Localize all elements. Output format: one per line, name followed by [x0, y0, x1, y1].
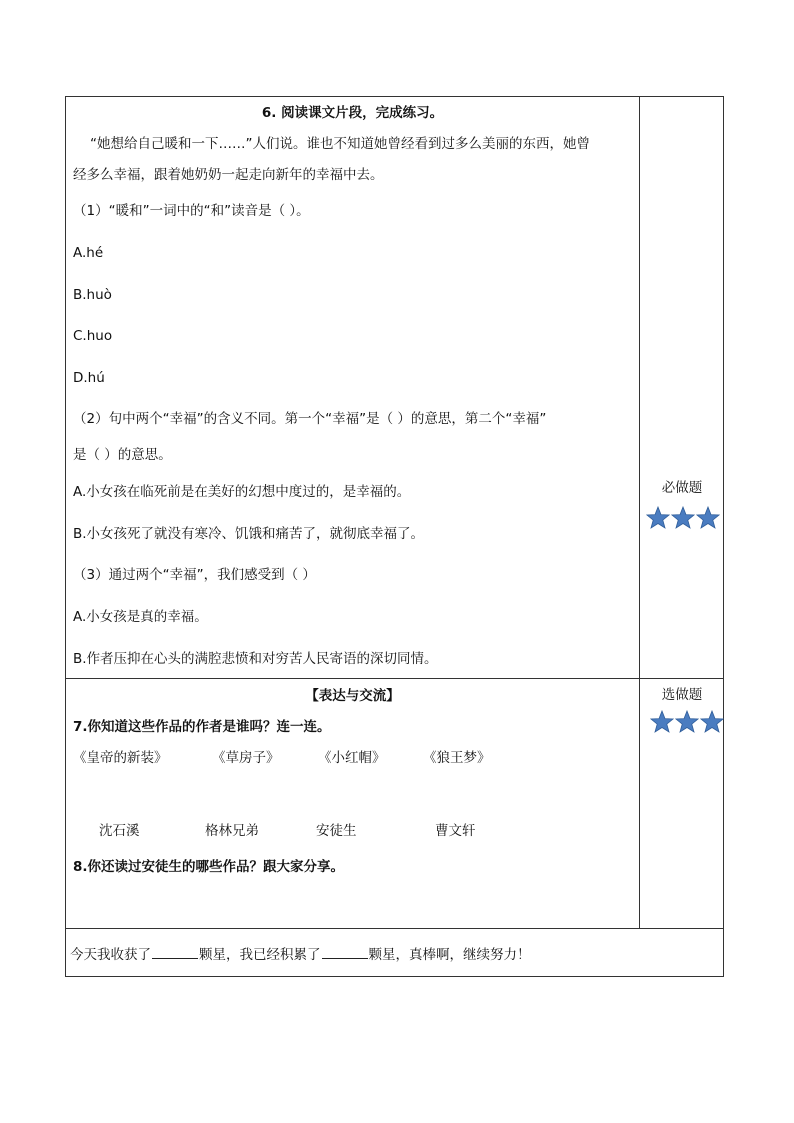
column-divider: [639, 96, 640, 929]
row-divider-2: [65, 928, 724, 929]
earned-stars-blank[interactable]: [152, 944, 198, 959]
passage-line-1: “她想给自己暖和一下……”人们说。谁也不知道她曾经看到过多么美丽的东西，她曾: [90, 136, 590, 152]
required-label: 必做题: [661, 480, 703, 496]
work-4: 《狼王梦》: [423, 750, 491, 766]
summary-part-1: 今天我收获了: [70, 947, 151, 963]
star-icon: [671, 506, 695, 530]
work-3: 《小红帽》: [318, 750, 386, 766]
passage-line-2: 经多么幸福，跟着她奶奶一起走向新年的幸福中去。: [73, 167, 384, 183]
author-2: 格林兄弟: [205, 823, 259, 839]
question-8: 8.你还读过安徒生的哪些作品？跟大家分享。: [73, 859, 345, 875]
optional-star-rating: [650, 710, 724, 734]
q1-option-a: A.hé: [73, 245, 104, 261]
required-star-rating: [646, 506, 720, 530]
q2-option-b: B.小女孩死了就没有寒冷、饥饿和痛苦了，就彻底幸福了。: [73, 526, 425, 542]
exercise-6-title: 6. 阅读课文片段，完成练习。: [261, 105, 444, 121]
question-1: （1）“暖和”一词中的“和”读音是（ ）。: [73, 203, 310, 219]
work-1: 《皇帝的新装》: [73, 750, 168, 766]
q3-option-a: A.小女孩是真的幸福。: [73, 609, 208, 625]
question-2-line-1: （2）句中两个“幸福”的含义不同。第一个“幸福”是（ ）的意思，第二个“幸福”: [73, 411, 547, 427]
summary-part-3: 颗星，真棒啊，继续努力！: [368, 947, 531, 963]
summary-part-2: 颗星，我已经积累了: [199, 947, 321, 963]
q2-option-a: A.小女孩在临死前是在美好的幻想中度过的，是幸福的。: [73, 484, 411, 500]
star-icon: [646, 506, 670, 530]
star-icon: [700, 710, 724, 734]
star-icon: [675, 710, 699, 734]
question-3: （3）通过两个“幸福”，我们感受到（ ）: [73, 567, 316, 583]
question-7: 7.你知道这些作品的作者是谁吗？连一连。: [73, 719, 331, 735]
star-icon: [696, 506, 720, 530]
question-2-line-2: 是（ ）的意思。: [73, 447, 172, 463]
work-2: 《草房子》: [212, 750, 280, 766]
optional-label: 选做题: [661, 687, 703, 703]
author-4: 曹文轩: [435, 823, 476, 839]
star-icon: [650, 710, 674, 734]
q1-option-b: B.huò: [73, 287, 112, 303]
total-stars-blank[interactable]: [322, 944, 368, 959]
q3-option-b: B.作者压抑在心头的满腔悲愤和对穷苦人民寄语的深切同情。: [73, 651, 438, 667]
summary-line: [70, 944, 531, 964]
q1-option-d: D.hú: [73, 370, 105, 386]
author-3: 安徒生: [316, 823, 357, 839]
q1-option-c: C.huo: [73, 328, 113, 344]
row-divider-1: [65, 678, 724, 679]
expression-title: 【表达与交流】: [305, 688, 400, 704]
author-1: 沈石溪: [99, 823, 140, 839]
